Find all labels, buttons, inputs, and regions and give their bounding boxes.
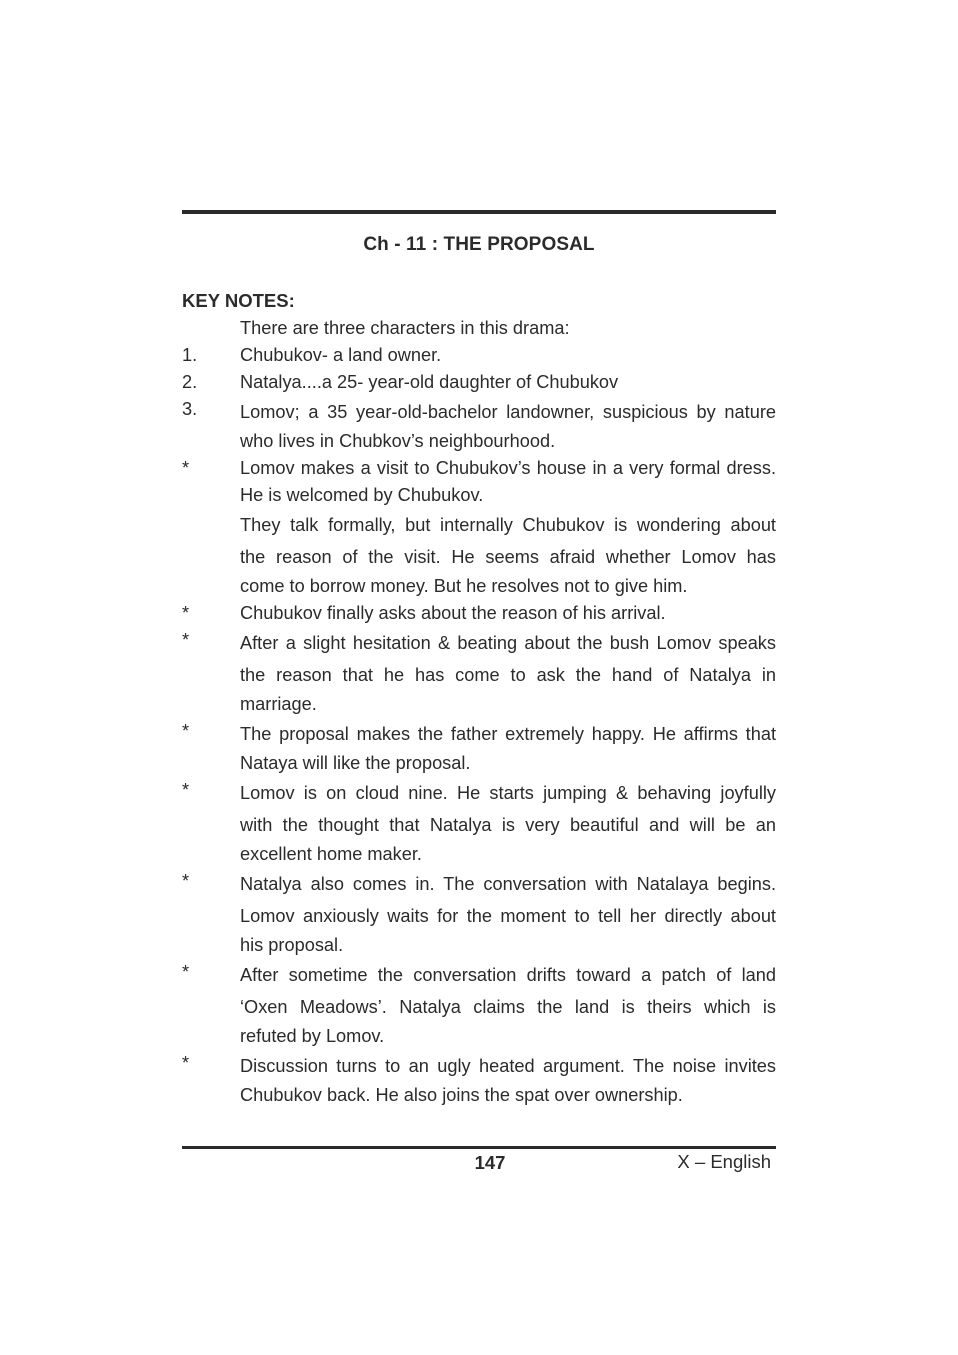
note-content xyxy=(240,959,776,1050)
note-marker: * xyxy=(182,603,190,623)
note-item xyxy=(182,1050,776,1109)
note-line: Discussion turns to an ugly heated argument. The noise invites xyxy=(240,1056,776,1076)
note-content xyxy=(240,868,776,959)
note-line: Natalya....a 25- year-old daughter of Chubukov xyxy=(240,372,619,392)
note-marker: * xyxy=(182,962,190,982)
note-marker: * xyxy=(182,458,190,478)
note-line: marriage. xyxy=(240,694,317,714)
note-marker: * xyxy=(182,780,190,800)
note-line: They talk formally, but internally Chubukov is wondering about xyxy=(240,515,776,535)
note-content xyxy=(240,600,776,627)
note-content xyxy=(240,342,776,369)
note-content xyxy=(240,718,776,777)
note-marker xyxy=(182,315,240,342)
note-line: with the thought that Natalya is very beautiful and will be an xyxy=(240,815,776,835)
note-line: After a slight hesitation & beating about the bush Lomov speaks xyxy=(240,633,776,653)
note-item xyxy=(182,600,776,627)
note-marker: * xyxy=(182,721,190,741)
note-line: Chubukov finally asks about the reason of his arrival. xyxy=(240,603,666,623)
chapter-title: Ch - 11 : THE PROPOSAL xyxy=(363,234,595,255)
note-line: the reason of the visit. He seems afraid whether Lomov has xyxy=(240,547,776,567)
key-notes-list xyxy=(182,315,776,1109)
note-line: the reason that he has come to ask the hand of Natalya in xyxy=(240,665,776,685)
note-marker: 1. xyxy=(182,345,198,365)
note-item xyxy=(182,868,776,959)
note-line: Natalya also comes in. The conversation with Natalaya begins. xyxy=(240,874,776,894)
note-item xyxy=(182,369,776,396)
note-content xyxy=(240,627,776,718)
note-content xyxy=(240,1050,776,1109)
note-content xyxy=(240,315,776,342)
note-line: ‘Oxen Meadows’. Natalya claims the land is theirs which is xyxy=(240,997,776,1017)
note-content xyxy=(240,777,776,868)
note-item xyxy=(182,777,776,868)
note-line: There are three characters in this drama: xyxy=(240,318,570,338)
note-line: After sometime the conversation drifts toward a patch of land xyxy=(240,965,776,985)
note-item xyxy=(182,718,776,777)
note-line: his proposal. xyxy=(240,935,344,955)
note-marker: * xyxy=(182,630,190,650)
note-item xyxy=(182,959,776,1050)
note-marker: * xyxy=(182,871,190,891)
footer-rule xyxy=(182,1146,776,1149)
note-line: Lomov; a 35 year-old-bachelor landowner, suspicious by nature xyxy=(240,402,776,422)
note-line: Nataya will like the proposal. xyxy=(240,753,471,773)
note-marker: * xyxy=(182,1053,190,1073)
note-marker: 2. xyxy=(182,372,198,392)
note-marker: 3. xyxy=(182,399,198,419)
note-item xyxy=(182,455,776,600)
note-line: He is welcomed by Chubukov. xyxy=(240,485,484,505)
note-line: Chubukov back. He also joins the spat over ownership. xyxy=(240,1085,683,1105)
section-heading: KEY NOTES: xyxy=(182,290,295,311)
note-line: refuted by Lomov. xyxy=(240,1026,385,1046)
note-item xyxy=(182,627,776,718)
header-rule xyxy=(182,210,776,214)
page-number: 147 xyxy=(474,1152,506,1173)
note-line: excellent home maker. xyxy=(240,844,422,864)
footer-subject: X – English xyxy=(677,1151,771,1172)
note-line: Chubukov- a land owner. xyxy=(240,345,442,365)
note-line: The proposal makes the father extremely happy. He affirms that xyxy=(240,724,776,744)
note-line: Lomov is on cloud nine. He starts jumping & behaving joyfully xyxy=(240,783,776,803)
note-line: Lomov anxiously waits for the moment to tell her directly about xyxy=(240,906,776,926)
note-item xyxy=(182,342,776,369)
note-item xyxy=(182,315,776,342)
note-line: Lomov makes a visit to Chubukov’s house in a very formal dress. xyxy=(240,458,776,478)
note-line: come to borrow money. But he resolves not to give him. xyxy=(240,576,688,596)
note-content xyxy=(240,369,776,396)
note-content xyxy=(240,455,776,600)
note-item xyxy=(182,396,776,455)
note-content xyxy=(240,396,776,455)
note-line: who lives in Chubkov’s neighbourhood. xyxy=(240,431,556,451)
